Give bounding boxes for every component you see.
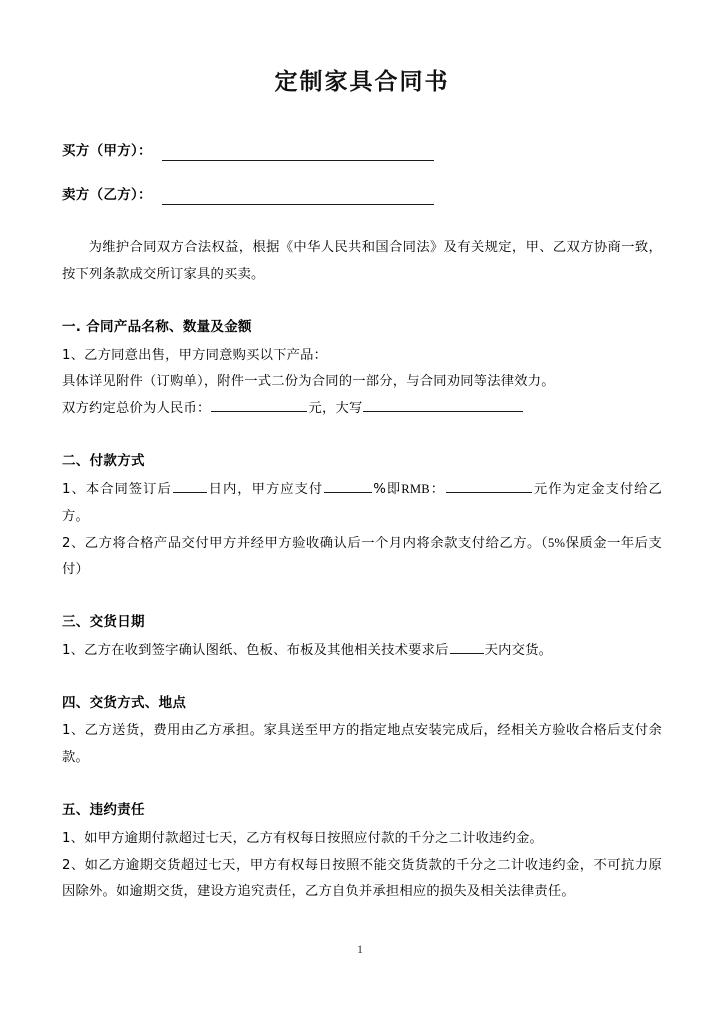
section-paragraph (62, 826, 662, 853)
fill-in-blank[interactable] (211, 399, 307, 413)
section-paragraph (62, 718, 662, 772)
paragraph-text: 保质金一年后支付） (62, 535, 662, 578)
seller-input-rule[interactable] (162, 191, 434, 205)
fill-in-blank[interactable] (446, 479, 532, 493)
section (62, 315, 662, 423)
paragraph-text: 双方约定总价为人民币： (62, 401, 211, 417)
section-heading: 四、交货方式、地点 (62, 694, 187, 711)
section (62, 691, 662, 772)
party-line-buyer (62, 141, 662, 161)
buyer-label: 买方（甲方）： (62, 142, 152, 159)
section-heading: 一. 合同产品名称、数量及金额 (62, 318, 252, 335)
section-heading: 二、付款方式 (62, 453, 145, 470)
page-title: 定制家具合同书 (274, 69, 450, 95)
party-line-seller (62, 185, 662, 205)
latin-text: RMB (401, 481, 430, 496)
preamble-paragraph: 为维护合同双方合法权益，根据《中华人民共和国合同法》及有关规定，甲、乙双方协商一致，按下列条款成交所订家具的买卖。 (62, 240, 662, 283)
fill-in-blank[interactable] (324, 479, 372, 493)
paragraph-text: %即 (373, 481, 402, 497)
section-paragraph (62, 853, 662, 907)
section-paragraph (62, 638, 662, 665)
latin-text: 5% (548, 535, 566, 550)
paragraph-text: 元作为定金支付给乙方。 (62, 481, 662, 524)
document-content (62, 0, 662, 906)
page-number: 1 (357, 942, 363, 956)
paragraph-text: 1、乙方送货，费用由乙方承担。家具送至甲方的指定地点安装完成后，经相关方验收合格后支付余款。 (62, 723, 662, 766)
sections-container (62, 315, 662, 906)
paragraph-text: 1、乙方同意出售，甲方同意购买以下产品： (62, 347, 328, 363)
paragraph-text: 天内交货。 (484, 642, 553, 658)
section (62, 610, 662, 665)
section-paragraph (62, 369, 662, 396)
section-paragraph (62, 396, 662, 423)
paragraph-text: 1、如甲方逾期付款超过七天，乙方有权每日按照应付款的千分之二计收违约金。 (62, 830, 544, 846)
section-paragraph (62, 477, 662, 531)
section-paragraph (62, 531, 662, 585)
paragraph-text: 1、本合同签订后 (62, 481, 172, 497)
fill-in-blank[interactable] (450, 640, 484, 654)
paragraph-text: 2、乙方将合格产品交付甲方并经甲方验收确认后一个月内将余款支付给乙方。（ (62, 535, 549, 551)
paragraph-text: 2、如乙方逾期交货超过七天，甲方有权每日按照不能交货货款的千分之二计收违约金，不可抗力原因除外。如逾期交货，建设方追究责任，乙方自负并承担相应的损失及相关法律责任。 (62, 857, 662, 900)
section-heading: 三、交货日期 (62, 614, 145, 631)
paragraph-text: 具体详见附件（订购单），附件一式二份为合同的一部分，与合同劝同等法律效力。 (62, 374, 555, 390)
seller-label: 卖方（乙方）： (62, 187, 152, 203)
paragraph-text: 日内，甲方应支付 (207, 481, 324, 497)
buyer-input-rule[interactable] (162, 147, 434, 161)
section-heading: 五、违约责任 (62, 802, 145, 819)
paragraph-text: 元，大写 (308, 401, 363, 417)
fill-in-blank[interactable] (173, 479, 207, 493)
fill-in-blank[interactable] (363, 399, 523, 413)
party-block (62, 141, 662, 206)
paragraph-text: 1、乙方在收到签字确认图纸、色板、布板及其他相关技术要求后 (62, 642, 449, 658)
section-paragraph (62, 343, 662, 370)
paragraph-text: ： (429, 481, 446, 497)
section (62, 449, 662, 584)
section (62, 798, 662, 906)
